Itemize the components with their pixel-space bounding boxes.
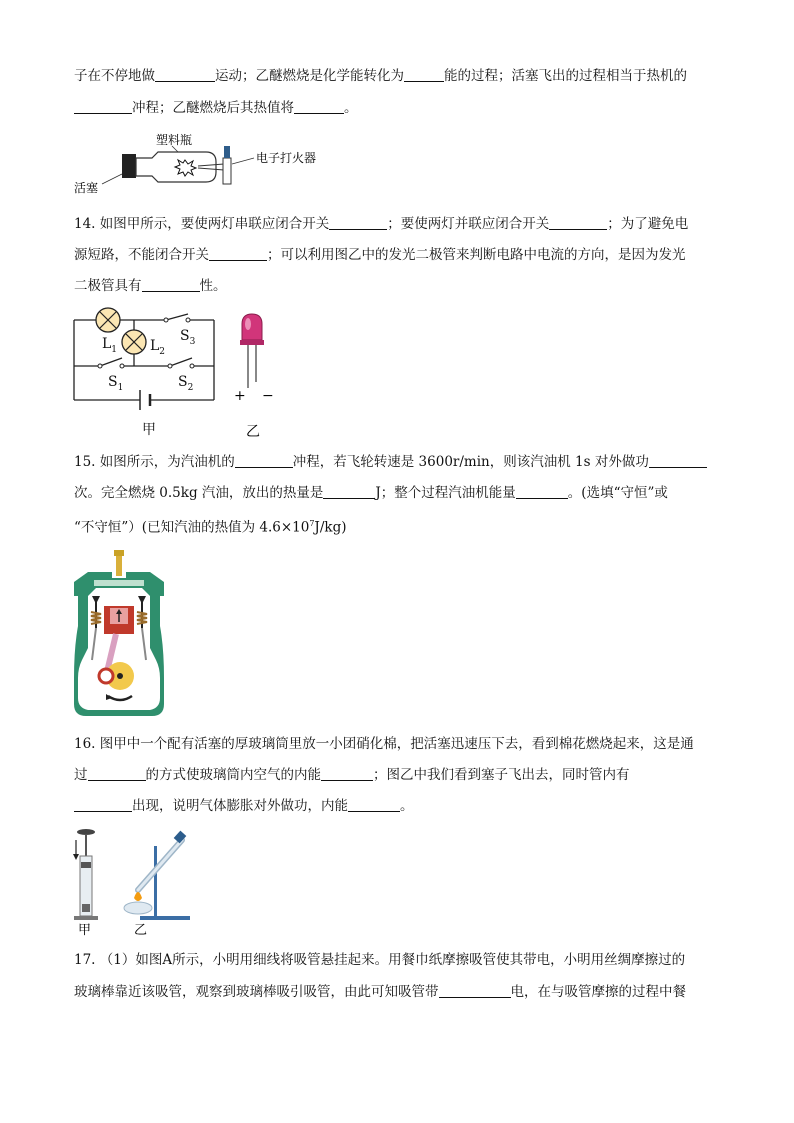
- q15-line-1: 15. 如图所示，为汽油机的 冲程，若飞轮转速是 3600r/min，则该汽油机 1s 对外做功: [74, 452, 707, 472]
- q14-circuit-figure: [70, 306, 220, 442]
- answer-blank[interactable]: [323, 484, 375, 499]
- label-l1: $L_1$: [102, 336, 118, 355]
- spark-plug-icon: [114, 550, 124, 556]
- answer-blank[interactable]: [404, 67, 444, 82]
- label-s1: $S_1$: [108, 374, 124, 393]
- q15-line-2: 次。完全燃烧 0.5kg 汽油，放出的热量是 J；整个过程汽油机能量 。(选填“守恒”或: [74, 485, 668, 501]
- q15-engine-figure: [70, 548, 170, 718]
- answer-blank[interactable]: [516, 484, 568, 499]
- lamp-l1-icon: [96, 308, 120, 332]
- igniter-body: [223, 158, 231, 184]
- led-icon: [240, 314, 264, 388]
- led-plus-label: +: [234, 388, 246, 404]
- q13-line-2: 冲程；乙醚燃烧后其热值将 。: [74, 98, 358, 118]
- lighter-label: 电子打火器: [256, 151, 317, 165]
- q13-line-1: 子在不停地做 运动；乙醚燃烧是化学能转化为 能的过程；活塞飞出的过程相当于热机的: [74, 68, 687, 84]
- q14-line-1: 14. 如图甲所示，要使两灯串联应闭合开关 ；要使两灯并联应闭合开关 ；为了避免电: [74, 216, 689, 232]
- arrow-down-icon: [73, 854, 79, 860]
- caption-jia: 甲: [142, 422, 156, 438]
- caption-yi: 乙: [246, 424, 260, 440]
- answer-blank[interactable]: [549, 215, 607, 230]
- answer-blank[interactable]: [74, 99, 132, 114]
- lamp-l2-icon: [122, 330, 146, 354]
- piston-stopper: [122, 154, 136, 178]
- piston-label: 活塞: [74, 181, 99, 195]
- q16-line-2: 过 的方式使玻璃筒内空气的内能 ；图乙中我们看到塞子飞出去，同时管内有: [74, 767, 630, 783]
- q16-line-1: 16. 图甲中一个配有活塞的厚玻璃筒里放一小团硝化棉，把活塞迅速压下去，看到棉花燃烧起来，这是通: [74, 736, 694, 752]
- answer-blank[interactable]: [235, 453, 293, 468]
- label-l2: $L_2$: [150, 338, 166, 357]
- q16-figures: [70, 826, 200, 938]
- bottle-label: 塑料瓶: [156, 133, 193, 147]
- q13-bottle-figure: [72, 128, 332, 196]
- label-s2: $S_2$: [178, 374, 194, 393]
- q14-line-3: 二极管具有 性。: [74, 278, 227, 294]
- q17-line-1: 17. （1）如图A所示，小明用细线将吸管悬挂起来。用餐巾纸摩擦吸管使其带电，小明用丝绸摩擦过的: [74, 952, 686, 968]
- q16-line-3: 出现，说明气体膨胀对外做功，内能 。: [74, 796, 414, 816]
- answer-blank[interactable]: [142, 277, 200, 292]
- answer-blank[interactable]: [209, 246, 267, 261]
- label-s3: $S_3$: [180, 328, 196, 347]
- answer-blank[interactable]: [294, 99, 344, 114]
- test-tube-stand-icon: [124, 831, 190, 920]
- igniter-button: [224, 146, 230, 158]
- led-minus-label: −: [262, 388, 274, 404]
- answer-blank[interactable]: [88, 766, 146, 781]
- caption-yi: 乙: [134, 923, 148, 938]
- answer-blank[interactable]: [439, 983, 511, 998]
- answer-blank[interactable]: [348, 797, 400, 812]
- q15-line-3: “不守恒”）(已知汽油的热值为 $4.6\times 10^7J/kg$): [74, 519, 347, 536]
- answer-blank[interactable]: [649, 453, 707, 468]
- q14-led-figure: [228, 310, 288, 442]
- q14-line-2: 源短路，不能闭合开关 ；可以利用图乙中的发光二极管来判断电路中电流的方向，是因为发光: [74, 247, 686, 263]
- glass-cylinder-icon: [73, 829, 98, 920]
- q17-line-2: 玻璃棒靠近该吸管，观察到玻璃棒吸引吸管，由此可知吸管带 电，在与吸管摩擦的过程中餐: [74, 984, 686, 1000]
- answer-blank[interactable]: [74, 797, 132, 812]
- answer-blank[interactable]: [321, 766, 373, 781]
- caption-jia: 甲: [78, 923, 92, 938]
- answer-blank[interactable]: [155, 67, 215, 82]
- answer-blank[interactable]: [329, 215, 387, 230]
